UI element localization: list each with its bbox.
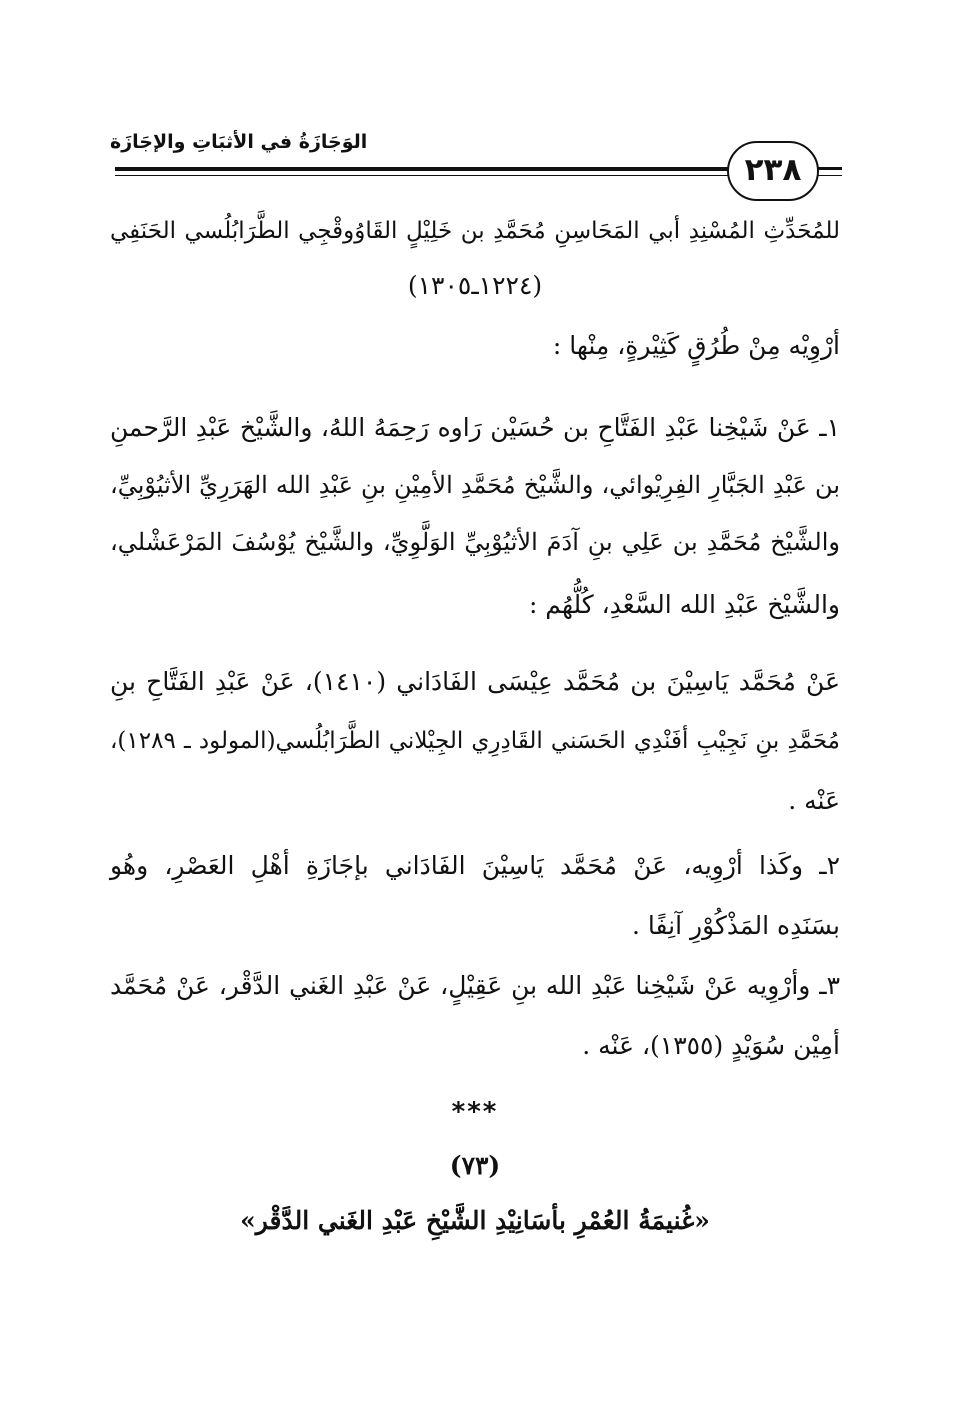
chain-1-line-4: والشَّيْخ عَبْدِ الله السَّعْدِ، كُلُّهُم : — [528, 590, 840, 619]
section-separator: *** — [451, 1097, 499, 1127]
chain-2-line-1: ٢ـ وكَذا أرْوِيه، عَنْ مُحَمَّد يَاسِيْنَ الفَادَاني بإجَازَةِ أهْلِ العَصْرِ، وهُو — [110, 851, 840, 880]
chain-1-line-1: ١ـ عَنْ شَيْخِنا عَبْدِ الفَتَّاحِ بن حُسَيْن رَاوه رَحِمَهُ اللهُ، والشَّيْخ عَبْدِ الرَّحمنِ — [110, 413, 840, 442]
chain-1-line-3: والشَّيْخ مُحَمَّدِ بن عَلِي بنِ آدَمَ الأثيُوْبِيِّ الوَلَّوِيِّ، والشَّيْخ يُوْسُفَ المَرْعَشْلي، — [110, 528, 840, 556]
chain-common-line-1: عَنْ مُحَمَّد يَاسِيْنَ بن مُحَمَّد عِيْسَى الفَادَاني (١٤١٠)، عَنْ عَبْدِ الفَتَّاحِ بنِ — [110, 667, 840, 696]
page-number: ٢٣٨ — [727, 141, 819, 201]
scholar-heading: للمُحَدِّثِ المُسْنِدِ أبي المَحَاسِنِ مُحَمَّدِ بن خَلِيْلٍ القَاوُوقْجِي الطَّرَابُلُسي الحَنَفِي — [110, 218, 840, 244]
chain-common-line-3: عَنْه . — [788, 786, 840, 815]
chain-2-line-2: بسَنَدِه المَذْكُوْرِ آنِفًا . — [631, 911, 840, 940]
header-rule-thin — [115, 175, 748, 176]
running-title: الوَجَازَةُ في الأثبَاتِ والإجَازَة — [110, 131, 368, 153]
chain-1-line-2: بن عَبْدِ الجَبَّارِ الفِرِيْوائي، والشَّيْخ مُحَمَّدِ الأمِيْنِ بنِ عَبْدِ الله الهَرَرِيِّ الأثيُوْبِيِّ، — [110, 471, 840, 499]
header-rule-thick — [115, 167, 748, 171]
intro-line: أرْوِيْه مِنْ طُرُقٍ كَثِيْرةٍ، مِنْها : — [552, 331, 840, 360]
chain-3-line-2: أمِيْن سُوَيْدٍ (١٣٥٥)، عَنْه . — [582, 1031, 840, 1060]
book-title: «غُنيمَةُ العُمْرِ بأسَانِيْدِ الشَّيْخِ عَبْدِ الغَني الدَّقْر» — [240, 1206, 710, 1235]
chain-common-line-2: مُحَمَّدِ بنِ نَجِيْبِ أفَنْدِي الحَسَني القَادِرِي الجِيْلاني الطَّرَابُلُسي(المولود ـ ١٢٨٩)، — [110, 728, 840, 754]
chain-3-line-1: ٣ـ وأرْوِيه عَنْ شَيْخِنا عَبْدِ الله بنِ عَقِيْلٍ، عَنْ عَبْدِ الغَني الدَّقْر، عَنْ مُحَمَّد — [110, 971, 840, 1000]
scholar-dates: (١٢٢٤ـ١٣٠٥) — [407, 271, 543, 300]
entry-number: (٧٣) — [449, 1151, 501, 1180]
